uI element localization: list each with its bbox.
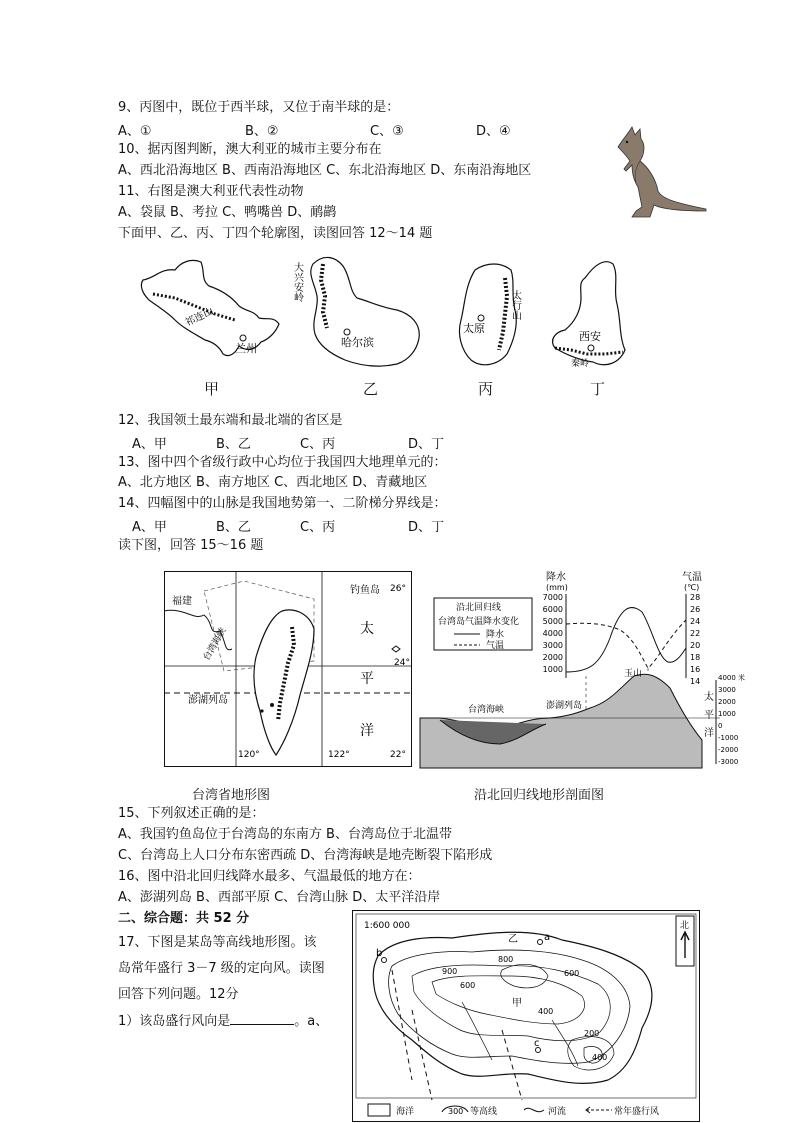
q9-stem: 9、丙图中，既位于西半球，又位于南半球的是：	[118, 100, 400, 115]
q16-stem: 16、图中沿北回归线降水最多、气温最低的地方在：	[118, 869, 421, 884]
q14-option-a: A、甲	[132, 520, 167, 535]
mountain-bing	[499, 278, 507, 350]
kangaroo-illustration	[610, 125, 716, 225]
mountain-ding-label: 秦岭	[571, 359, 590, 369]
q13-options: A、北方地区 B、南方地区 C、西北地区 D、青藏地区	[118, 475, 428, 490]
q11-options: A、袋鼠 B、考拉 C、鸭嘴兽 D、鸸鹋	[118, 205, 337, 220]
q17-answer-blank[interactable]	[230, 1012, 294, 1025]
q16-options: A、澎湖列岛 B、西部平原 C、台湾山脉 D、太平洋沿岸	[118, 890, 441, 905]
q14-option-c: C、丙	[300, 520, 336, 535]
svg-text:3000: 3000	[542, 641, 563, 650]
precip-unit: (mm)	[546, 583, 568, 592]
q14-option-d: D、丁	[408, 520, 445, 535]
map-strait: 台湾海峡	[201, 626, 229, 663]
svg-text:2000: 2000	[542, 653, 563, 662]
q17-line2: 岛常年盛行 3－7 级的定向风。读图	[118, 961, 325, 976]
contour-label-900: 900	[442, 967, 458, 976]
svg-text:4000: 4000	[542, 629, 563, 638]
section2-title: 二、综合题：共 52 分	[118, 911, 250, 926]
contour-label-800: 800	[498, 955, 514, 964]
map-lat24: 24°	[394, 658, 410, 668]
svg-text:-1000: -1000	[718, 734, 739, 742]
svg-text:7000: 7000	[542, 593, 563, 602]
svg-text:24: 24	[690, 617, 701, 626]
legend-contour-num: 300	[448, 1107, 464, 1116]
q9-option-d: D、④	[476, 124, 511, 139]
contour-label-600: 600	[564, 969, 580, 978]
city-yi-marker	[344, 329, 350, 335]
contour-label-400b: 400	[592, 1053, 608, 1062]
profile-pacific-2: 平	[704, 710, 714, 721]
q17-line3: 回答下列问题。12分	[118, 987, 239, 1002]
mountain-bing-label: 太行山	[509, 290, 521, 320]
q17-line1: 17、下图是某岛等高线地形图。该	[118, 935, 317, 950]
q17-sub1-pre: 1）该岛盛行风向是	[118, 1014, 231, 1029]
profile-pacific-1: 太	[704, 692, 714, 703]
legend-temp: 气温	[486, 641, 505, 651]
point-b: b	[376, 948, 383, 959]
svg-text:26: 26	[690, 605, 701, 614]
point-a: a	[544, 932, 551, 943]
map-lon122: 122°	[328, 750, 350, 760]
svg-text:16: 16	[690, 665, 701, 674]
q15-line1: A、我国钓鱼岛位于台湾岛的东南方 B、台湾岛位于北温带	[118, 827, 452, 842]
label-yi: 乙	[363, 380, 379, 398]
q12-option-d: D、丁	[408, 437, 445, 452]
svg-text:20: 20	[690, 641, 701, 650]
city-ding-label: 西安	[579, 330, 601, 343]
map-penghu: 澎湖列岛	[188, 695, 228, 706]
legend-river: 河流	[548, 1107, 567, 1117]
city-ding-marker	[588, 345, 594, 351]
map-lat22: 22°	[390, 750, 406, 760]
city-jia-marker	[240, 335, 246, 341]
q9-option-a: A、①	[118, 124, 152, 139]
svg-text:22: 22	[690, 629, 701, 638]
city-bing-marker	[478, 315, 484, 321]
profile-strait: 台湾海峡	[468, 705, 505, 715]
q17-sub1-post: 。a、	[294, 1014, 329, 1029]
svg-text:18: 18	[690, 653, 701, 662]
q9-option-c: C、③	[370, 124, 404, 139]
map-lat26: 26°	[390, 584, 406, 594]
svg-text:-3000: -3000	[718, 758, 739, 766]
svg-text:6000: 6000	[542, 605, 563, 614]
svg-text:1000: 1000	[718, 710, 736, 718]
profile-yushan: 玉山	[624, 669, 643, 679]
precip-label: 降水	[546, 572, 566, 583]
intro-12-14: 下面甲、乙、丙、丁四个轮廓图，读图回答 12～14 题	[118, 226, 433, 241]
svg-text:4000 米: 4000 米	[718, 674, 746, 682]
scale-label: 1:600 000	[364, 921, 410, 931]
outline-bing	[459, 264, 516, 365]
q10-options: A、西北沿海地区 B、西南沿海地区 C、东北沿海地区 D、东南沿海地区	[118, 163, 532, 178]
legend-title: 沿北回归线	[456, 603, 502, 613]
city-bing-label: 太原	[463, 322, 485, 335]
svg-text:14: 14	[690, 677, 701, 686]
map-pacific-2: 平	[360, 671, 374, 687]
mountain-jia-label: 祁连山	[183, 306, 216, 329]
q15-line2: C、台湾岛上人口分布东密西疏 D、台湾海峡是地壳断裂下陷形成	[118, 848, 493, 863]
svg-text:28: 28	[690, 593, 701, 602]
svg-text:2000: 2000	[718, 698, 736, 706]
contour-label-400: 400	[538, 1007, 554, 1016]
map-diaoyu: 钓鱼岛	[350, 585, 380, 596]
caption-profile: 沿北回归线地形剖面图	[474, 788, 605, 803]
map-lon120: 120°	[238, 750, 260, 760]
legend-wind: 常年盛行风	[614, 1107, 660, 1117]
city-jia-label: 兰州	[235, 342, 257, 355]
contour-label-600b: 600	[460, 981, 476, 990]
q14-option-b: B、乙	[216, 520, 251, 535]
map-pacific-3: 洋	[360, 723, 374, 739]
label-ding: 丁	[590, 380, 606, 398]
outline-yi	[311, 257, 419, 366]
point-c: c	[534, 1038, 540, 1049]
q12-stem: 12、我国领土最东端和最北端的省区是	[118, 413, 343, 428]
q15-stem: 15、下列叙述正确的是：	[118, 806, 265, 821]
svg-text:5000: 5000	[542, 617, 563, 626]
q14-stem: 14、四幅图中的山脉是我国地势第一、二阶梯分界线是：	[118, 496, 447, 511]
q12-option-a: A、甲	[132, 437, 167, 452]
caption-taiwan-map: 台湾省地形图	[192, 788, 271, 803]
q12-option-b: B、乙	[216, 437, 251, 452]
point-yi: 乙	[508, 934, 518, 945]
mountain-yi-label: 大兴安岭	[291, 262, 303, 302]
q13-stem: 13、图中四个省级行政中心均位于我国四大地理单元的：	[118, 455, 447, 470]
svg-text:3000: 3000	[718, 686, 736, 694]
mountain-yi	[321, 264, 327, 328]
profile-penghu: 澎湖列岛	[546, 701, 583, 711]
island-contour-map	[352, 910, 700, 1122]
legend-precip: 降水	[486, 630, 505, 640]
map-pacific-1: 太	[360, 621, 374, 637]
legend-sub: 台湾岛气温降水变化	[438, 617, 520, 627]
temp-label: 气温	[682, 572, 702, 583]
intro-15-16: 读下图，回答 15～16 题	[118, 538, 264, 553]
temp-unit: (℃)	[684, 583, 700, 592]
svg-text:1000: 1000	[542, 665, 563, 674]
svg-text:0: 0	[718, 722, 723, 730]
legend-contour: 等高线	[470, 1107, 498, 1117]
legend-ocean: 海洋	[396, 1107, 415, 1117]
contour-label-200: 200	[584, 1029, 600, 1038]
profile-chart	[420, 568, 746, 772]
north-label: 北	[680, 921, 690, 931]
map-fujian: 福建	[172, 596, 192, 607]
label-jia: 甲	[204, 380, 220, 398]
q11-stem: 11、右图是澳大利亚代表性动物	[118, 184, 304, 199]
q10-stem: 10、据丙图判断，澳大利亚的城市主要分布在	[118, 142, 382, 157]
city-yi-label: 哈尔滨	[341, 336, 374, 349]
q17-sub1	[118, 1012, 328, 1031]
svg-text:-2000: -2000	[718, 746, 739, 754]
taiwan-map	[164, 571, 412, 767]
q9-option-b: B、②	[245, 124, 279, 139]
profile-pacific-3: 洋	[704, 728, 714, 739]
q12-option-c: C、丙	[300, 437, 336, 452]
point-jia: 甲	[512, 998, 522, 1009]
label-bing: 丙	[478, 380, 494, 398]
